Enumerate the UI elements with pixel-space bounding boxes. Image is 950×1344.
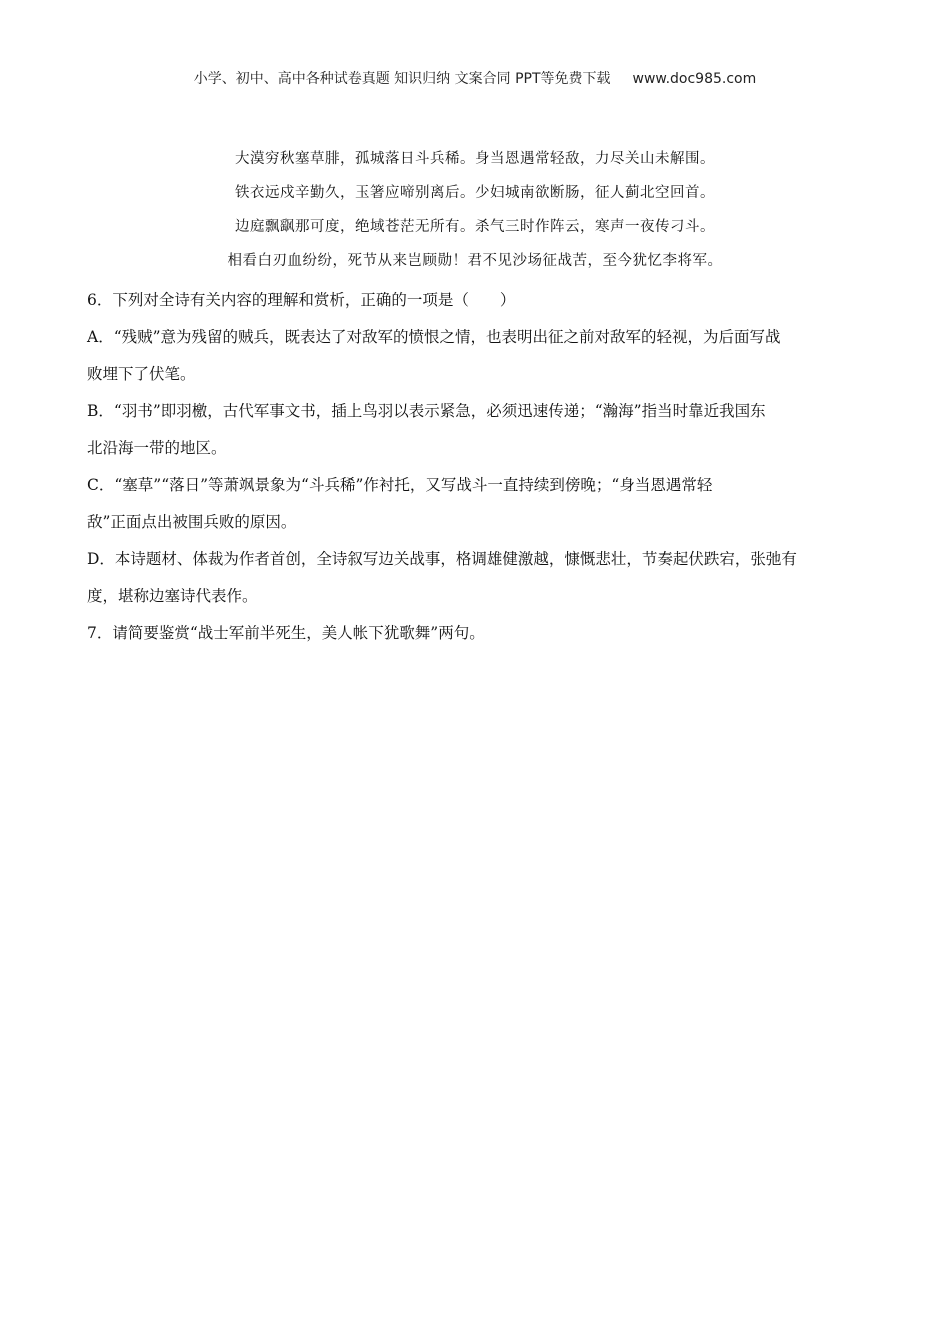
poem-line: 大漠穷秋塞草腓，孤城落日斗兵稀。身当恩遇常轻敌，力尽关山未解围。	[235, 151, 715, 167]
questions-block	[87, 282, 857, 652]
question-6-stem: 6．下列对全诗有关内容的理解和赏析，正确的一项是（ ）	[87, 291, 516, 309]
option-d-line-2: 度，堪称边塞诗代表作。	[87, 587, 258, 605]
option-a-line-1: A．“残贼”意为残留的贼兵，既表达了对敌军的愤恨之情，也表明出征之前对敌军的轻视，为后面写战	[87, 328, 781, 346]
poem-line: 边庭飘飖那可度，绝域苍茫无所有。杀气三时作阵云，寒声一夜传刁斗。	[235, 219, 715, 235]
poem-line: 相看白刃血纷纷，死节从来岂顾勋！君不见沙场征战苦，至今犹忆李将军。	[227, 253, 723, 269]
question-7-stem: 7．请简要鉴赏“战士军前半死生，美人帐下犹歌舞”两句。	[87, 624, 485, 642]
poem-line: 铁衣远戍辛勤久，玉箸应啼别离后。少妇城南欲断肠，征人蓟北空回首。	[235, 185, 715, 201]
header-site-link[interactable]: www.doc985.com	[632, 71, 757, 87]
header-text: 小学、初中、高中各种试卷真题 知识归纳 文案合同 PPT等免费下载	[193, 71, 611, 87]
option-b-line-1: B．“羽书”即羽檄，古代军事文书，插上鸟羽以表示紧急，必须迅速传递；“瀚海”指当时靠近我国东	[87, 402, 766, 420]
option-d-line-1: D．本诗题材、体裁为作者首创，全诗叙写边关战事，格调雄健激越，慷慨悲壮，节奏起伏跌宕，张弛有	[87, 550, 797, 568]
option-a-line-2: 败埋下了伏笔。	[87, 365, 196, 383]
option-b-line-2: 北沿海一带的地区。	[87, 439, 227, 457]
poem-block	[0, 142, 950, 278]
option-c-line-1: C．“塞草”“落日”等萧飒景象为“斗兵稀”作衬托，又写战斗一直持续到傍晚；“身当恩遇常轻	[87, 476, 713, 494]
option-c-line-2: 敌”正面点出被围兵败的原因。	[87, 513, 297, 531]
page-header	[0, 68, 950, 88]
